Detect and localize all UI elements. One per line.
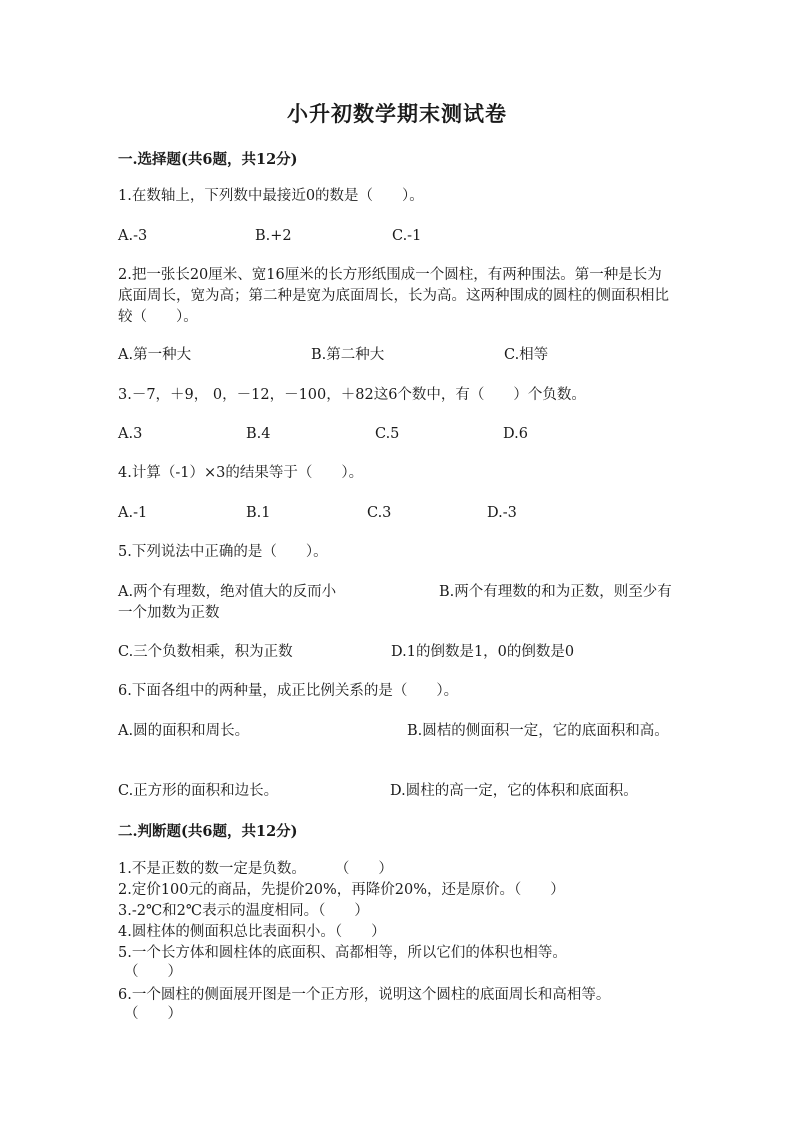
q6-option-c: C.正方形的面积和边长。 bbox=[118, 783, 279, 799]
q4-option-c: C.3 bbox=[367, 505, 392, 521]
q1-option-a: A.-3 bbox=[118, 228, 148, 244]
q4-option-a: A.-1 bbox=[118, 505, 148, 521]
q3-option-d: D.6 bbox=[503, 426, 528, 442]
question-3: 3.－7，＋9， 0，－12，－100，＋82这6个数中，有（ ）个负数。 bbox=[118, 387, 586, 403]
q2-option-a: A.第一种大 bbox=[118, 347, 192, 363]
judge-item-1: 1.不是正数的数一定是负数。 （ ） bbox=[118, 861, 393, 877]
q6-option-b: B.圆桔的侧面积一定，它的底面积和高。 bbox=[407, 723, 669, 739]
judge-item-4: 4.圆柱体的侧面积总比表面积小。（ ） bbox=[118, 924, 386, 940]
question-5: 5.下列说法中正确的是（ ）。 bbox=[118, 544, 328, 560]
q6-option-a: A.圆的面积和周长。 bbox=[118, 723, 250, 739]
judge-item-5-blank: （ ） bbox=[124, 964, 182, 980]
q5-option-a: A.两个有理数，绝对值大的反而小 bbox=[118, 584, 337, 600]
q4-option-b: B.1 bbox=[246, 505, 271, 521]
question-1: 1.在数轴上，下列数中最接近0的数是（ ）。 bbox=[118, 188, 424, 204]
q5-option-d: D.1的倒数是1，0的倒数是0 bbox=[391, 644, 575, 660]
q1-option-c: C.-1 bbox=[392, 228, 422, 244]
q1-option-b: B.+2 bbox=[255, 228, 292, 244]
page-title: 小升初数学期末测试卷 bbox=[287, 101, 507, 126]
question-6: 6.下面各组中的两种量，成正比例关系的是（ ）。 bbox=[118, 683, 459, 699]
section-heading-choice: 一.选择题(共6题，共12分) bbox=[118, 151, 298, 168]
judge-item-3: 3.-2℃和2℃表示的温度相同。（ ） bbox=[118, 903, 369, 919]
judge-item-5: 5.一个长方体和圆柱体的底面积、高都相等，所以它们的体积也相等。 bbox=[118, 945, 567, 961]
q3-option-b: B.4 bbox=[246, 426, 271, 442]
section-heading-judge: 二.判断题(共6题，共12分) bbox=[118, 823, 298, 840]
q5-option-b: B.两个有理数的和为正数，则至少有一个加数为正数 bbox=[118, 584, 672, 621]
question-4: 4.计算（-1）×3的结果等于（ ）。 bbox=[118, 465, 364, 481]
judge-item-2: 2.定价100元的商品，先提价20%，再降价20%，还是原价。（ ） bbox=[118, 882, 565, 898]
q3-option-c: C.5 bbox=[375, 426, 400, 442]
q3-option-a: A.3 bbox=[118, 426, 143, 442]
q2-option-c: C.相等 bbox=[504, 347, 549, 363]
q4-option-d: D.-3 bbox=[487, 505, 517, 521]
q2-option-b: B.第二种大 bbox=[311, 347, 385, 363]
judge-item-6-blank: （ ） bbox=[124, 1006, 182, 1022]
judge-item-6: 6.一个圆柱的侧面展开图是一个正方形，说明这个圆柱的底面周长和高相等。 bbox=[118, 987, 611, 1003]
q5-option-c: C.三个负数相乘，积为正数 bbox=[118, 644, 293, 660]
question-2: 2.把一张长20厘米、宽16厘米的长方形纸围成一个圆柱，有两种围法。第一种是长为底面周长，宽为高；第二种是宽为底面周长，长为高。这两种围成的圆柱的侧面积相比较（ ）。 bbox=[118, 267, 669, 325]
q6-option-d: D.圆柱的高一定，它的体积和底面积。 bbox=[390, 783, 638, 799]
